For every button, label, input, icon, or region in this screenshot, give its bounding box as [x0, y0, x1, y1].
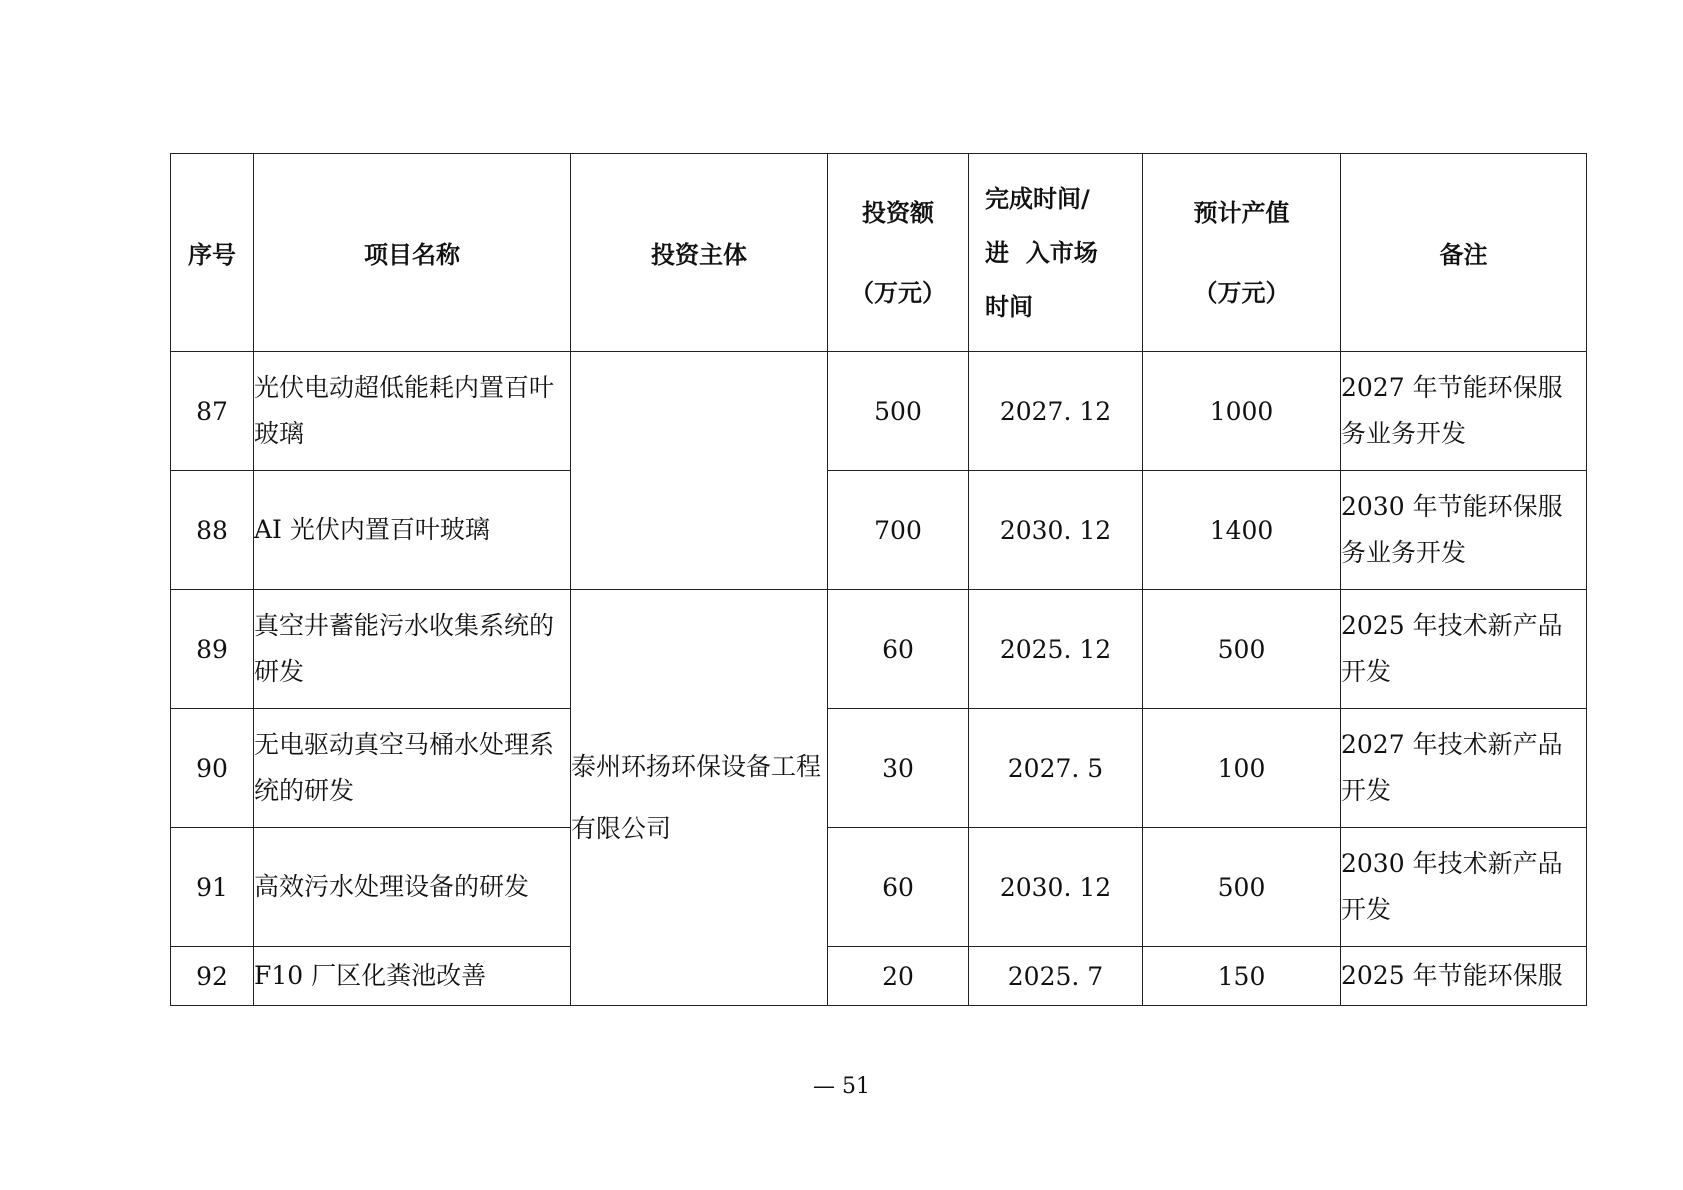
row-output: 500 — [1143, 590, 1341, 709]
header-output-line1: 预计产值 — [1193, 198, 1290, 227]
header-time-line3: 时间 — [985, 292, 1033, 321]
header-expected-output — [1143, 154, 1341, 352]
row-time: 2030. 12 — [969, 828, 1143, 947]
row-investor: 泰州环扬环保设备工程有限公司 — [571, 590, 828, 1006]
row-note: 2025 年节能环保服 — [1341, 947, 1587, 1006]
row-seq: 91 — [171, 828, 254, 947]
table-row — [171, 709, 1587, 828]
header-completion-time — [969, 154, 1143, 352]
row-amount: 30 — [828, 709, 969, 828]
header-note — [1341, 154, 1587, 352]
header-investment-amount — [828, 154, 969, 352]
row-seq: 90 — [171, 709, 254, 828]
row-project-name: 光伏电动超低能耗内置百叶玻璃 — [254, 352, 571, 471]
row-seq: 92 — [171, 947, 254, 1006]
header-time-line2: 进 入市场 — [985, 238, 1098, 267]
header-note-label: 备注 — [1439, 241, 1488, 269]
row-time: 2027. 5 — [969, 709, 1143, 828]
header-investor-label: 投资主体 — [651, 241, 747, 269]
row-time: 2030. 12 — [969, 471, 1143, 590]
header-project-name-label: 项目名称 — [364, 241, 460, 269]
row-project-name: 真空井蓄能污水收集系统的研发 — [254, 590, 571, 709]
row-note: 2025 年技术新产品开发 — [1341, 590, 1587, 709]
row-project-name: 高效污水处理设备的研发 — [254, 828, 571, 947]
row-investor — [571, 352, 828, 590]
table-row — [171, 947, 1587, 1006]
row-amount: 20 — [828, 947, 969, 1006]
row-project-name: AI 光伏内置百叶玻璃 — [254, 471, 571, 590]
header-project-name — [254, 154, 571, 352]
page-number: — 51 — [813, 1074, 870, 1099]
table-row — [171, 352, 1587, 471]
header-time-line1: 完成时间/ — [985, 184, 1090, 213]
row-output: 1000 — [1143, 352, 1341, 471]
row-note: 2030 年节能环保服务业务开发 — [1341, 471, 1587, 590]
header-output-line2: （万元） — [1193, 278, 1290, 307]
header-investor — [571, 154, 828, 352]
row-project-name: 无电驱动真空马桶水处理系统的研发 — [254, 709, 571, 828]
row-note: 2030 年技术新产品开发 — [1341, 828, 1587, 947]
row-amount: 60 — [828, 590, 969, 709]
row-time: 2027. 12 — [969, 352, 1143, 471]
row-amount: 500 — [828, 352, 969, 471]
header-amount-line1: 投资额 — [862, 198, 934, 227]
row-output: 150 — [1143, 947, 1341, 1006]
table-row — [171, 828, 1587, 947]
row-seq: 87 — [171, 352, 254, 471]
table-row — [171, 471, 1587, 590]
row-seq: 89 — [171, 590, 254, 709]
row-output: 500 — [1143, 828, 1341, 947]
row-note: 2027 年节能环保服务业务开发 — [1341, 352, 1587, 471]
row-amount: 60 — [828, 828, 969, 947]
row-note: 2027 年技术新产品开发 — [1341, 709, 1587, 828]
row-time: 2025. 7 — [969, 947, 1143, 1006]
row-output: 100 — [1143, 709, 1341, 828]
row-project-name: F10 厂区化粪池改善 — [254, 947, 571, 1006]
project-table — [170, 153, 1587, 1006]
header-seq-label: 序号 — [188, 241, 236, 269]
table-header-row — [171, 154, 1587, 352]
table-row — [171, 590, 1587, 709]
row-amount: 700 — [828, 471, 969, 590]
row-output: 1400 — [1143, 471, 1341, 590]
row-time: 2025. 12 — [969, 590, 1143, 709]
row-seq: 88 — [171, 471, 254, 590]
header-seq — [171, 154, 254, 352]
header-amount-line2: （万元） — [850, 278, 946, 307]
